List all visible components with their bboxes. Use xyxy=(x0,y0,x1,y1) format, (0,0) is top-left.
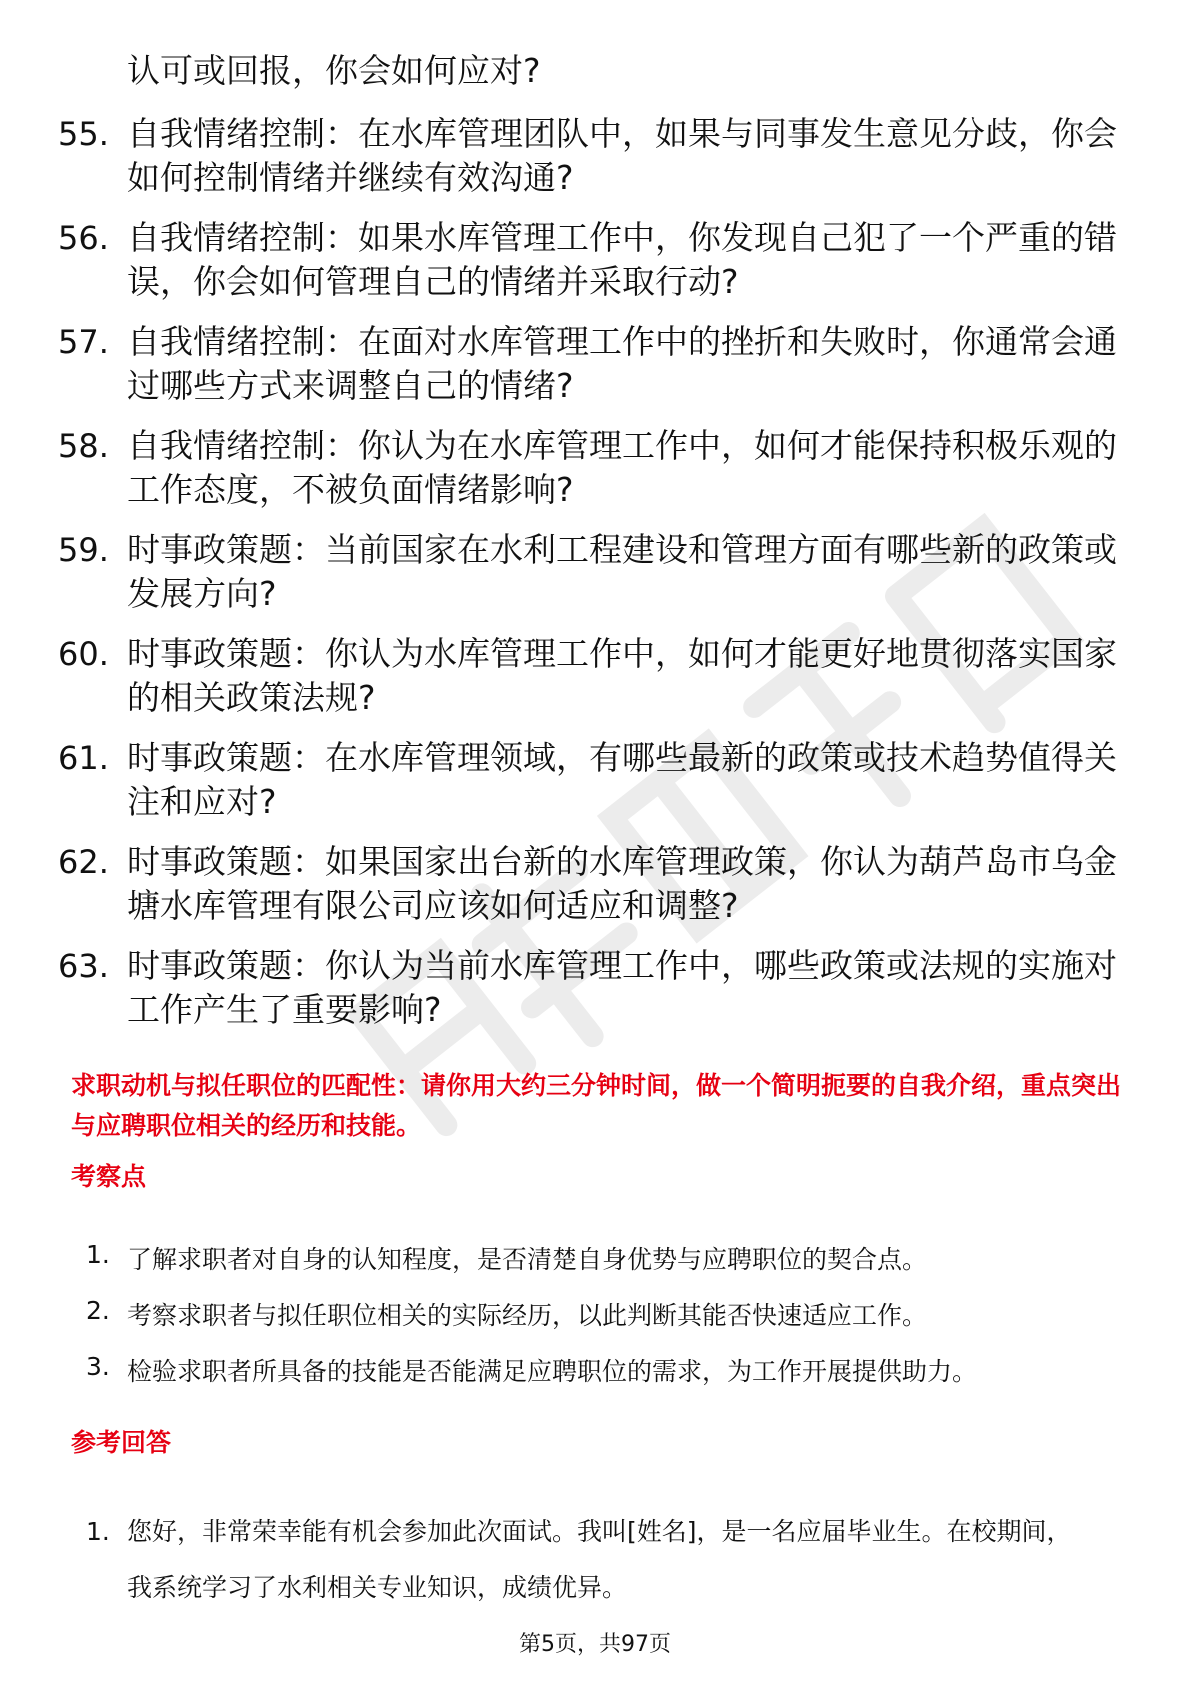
item-number: 2. xyxy=(86,1296,110,1325)
answer-section-title: 参考回答 xyxy=(71,1428,172,1457)
question-text: 时事政策题：当前国家在水利工程建设和管理方面有哪些新的政策或发展方向? xyxy=(127,530,1117,613)
list-item xyxy=(58,112,1138,216)
item-text: 了解求职者对自身的认知程度，是否清楚自身优势与应聘职位的契合点。 xyxy=(127,1245,928,1274)
question-number: 56. xyxy=(58,219,109,257)
item-text: 检验求职者所具备的技能是否能满足应聘职位的需求，为工作开展提供助力。 xyxy=(127,1357,978,1386)
item-number: 1. xyxy=(86,1240,110,1269)
list-item xyxy=(58,424,1138,528)
question-number: 59. xyxy=(58,531,109,569)
question-continuation: 认可或回报，你会如何应对? xyxy=(127,51,541,90)
question-text: 时事政策题：在水库管理领域，有哪些最新的政策或技术趋势值得关注和应对? xyxy=(127,738,1117,821)
question-text: 自我情绪控制：在面对水库管理工作中的挫折和失败时，你通常会通过哪些方式来调整自己的情绪? xyxy=(127,322,1117,405)
highlight-question: 求职动机与拟任职位的匹配性：请你用大约三分钟时间，做一个简明扼要的自我介绍，重点突出与应聘职位相关的经历和技能。 xyxy=(71,1071,1122,1140)
list-item xyxy=(58,320,1138,424)
item-number: 1. xyxy=(86,1517,110,1546)
list-item xyxy=(58,528,1138,632)
item-text: 您好，非常荣幸能有机会参加此次面试。我叫[姓名]，是一名应届毕业生。在校期间，我系统学习了水利相关专业知识，成绩优异。 xyxy=(127,1517,1072,1602)
question-number: 63. xyxy=(58,947,109,985)
question-text: 时事政策题：你认为水库管理工作中，如何才能更好地贯彻落实国家的相关政策法规? xyxy=(127,634,1117,717)
question-text: 时事政策题：你认为当前水库管理工作中，哪些政策或法规的实施对工作产生了重要影响? xyxy=(127,946,1117,1029)
question-text: 时事政策题：如果国家出台新的水库管理政策，你认为葫芦岛市乌金塘水库管理有限公司应该如何适应和调整? xyxy=(127,842,1117,925)
question-text: 自我情绪控制：在水库管理团队中，如果与同事发生意见分歧，你会如何控制情绪并继续有效沟通? xyxy=(127,114,1117,197)
list-item xyxy=(58,632,1138,736)
question-number: 57. xyxy=(58,323,109,361)
question-text: 自我情绪控制：你认为在水库管理工作中，如何才能保持积极乐观的工作态度，不被负面情绪影响? xyxy=(127,426,1117,509)
list-item xyxy=(58,840,1138,944)
page-footer: 第5页，共97页 xyxy=(519,1632,671,1657)
question-number: 62. xyxy=(58,843,109,881)
list-item xyxy=(58,944,1138,1048)
examine-section-title: 考察点 xyxy=(71,1162,147,1191)
question-number: 55. xyxy=(58,115,109,153)
item-text: 考察求职者与拟任职位相关的实际经历，以此判断其能否快速适应工作。 xyxy=(127,1301,928,1330)
question-number: 60. xyxy=(58,635,109,673)
item-number: 3. xyxy=(86,1352,110,1381)
question-number: 58. xyxy=(58,427,109,465)
question-list xyxy=(58,112,1138,1048)
question-text: 自我情绪控制：如果水库管理工作中，你发现自己犯了一个严重的错误，你会如何管理自己的情绪并采取行动? xyxy=(127,218,1117,301)
list-item xyxy=(58,216,1138,320)
question-number: 61. xyxy=(58,739,109,777)
list-item xyxy=(58,736,1138,840)
